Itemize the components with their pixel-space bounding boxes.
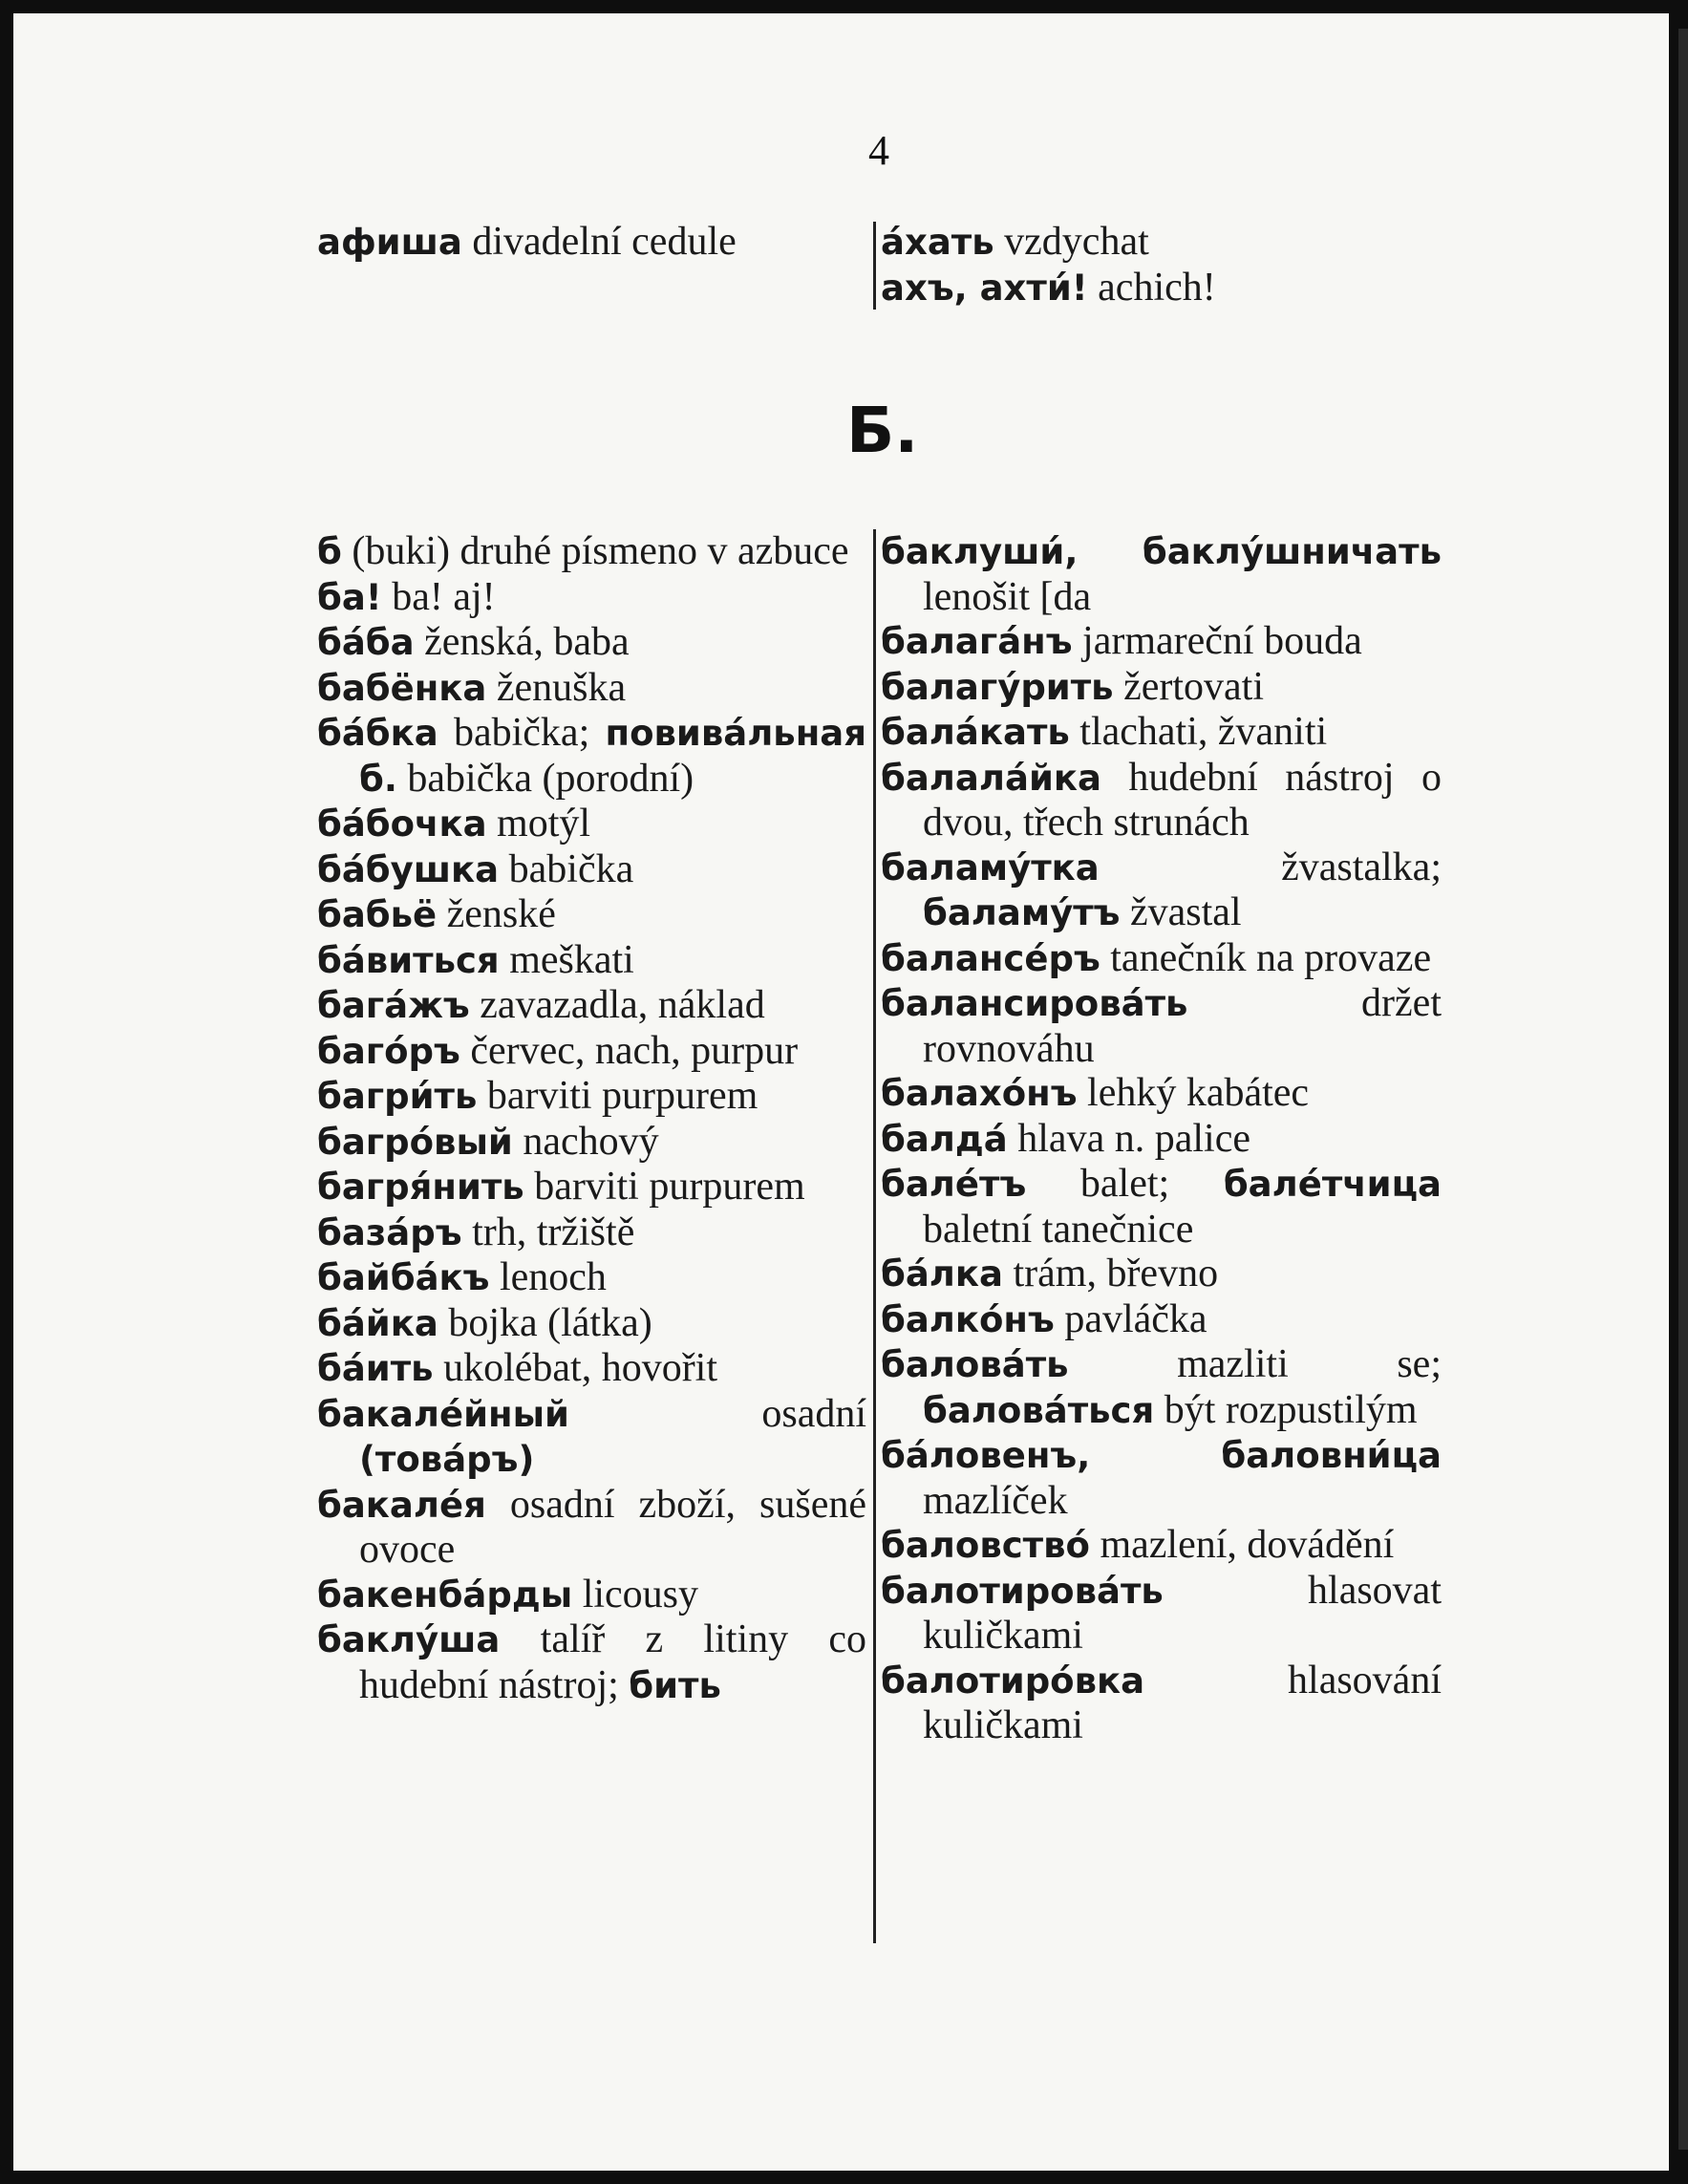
dictionary-entry <box>317 1255 866 1301</box>
entry-definition: osadní <box>568 1391 866 1436</box>
entry-definition: babička; <box>438 711 606 755</box>
entry-definition: ukolébat, hovořit <box>433 1346 718 1390</box>
entry-definition: lehký kabátec <box>1077 1071 1310 1115</box>
page-edge-shadow <box>1678 29 1688 2150</box>
entry-headword: багри́ть <box>317 1076 478 1117</box>
entry-definition: babička <box>499 846 634 891</box>
dictionary-entry <box>317 666 866 712</box>
entry-definition: nachový <box>512 1119 659 1164</box>
dictionary-page <box>13 13 1669 2171</box>
dictionary-entry <box>317 1573 866 1618</box>
dictionary-entry <box>881 1071 1442 1117</box>
entry-subheadword: баловáться <box>923 1389 1155 1431</box>
entry-headword: базáръ <box>317 1211 462 1253</box>
dictionary-entry <box>317 220 852 266</box>
dictionary-entry <box>881 665 1442 711</box>
entry-definition: tanečník na provaze <box>1100 935 1432 980</box>
entry-headword: баламýтка <box>881 846 1100 889</box>
entry-headword: бáбка <box>317 713 438 754</box>
entry-headword: балéтъ <box>881 1164 1027 1205</box>
dictionary-entry <box>881 266 1416 311</box>
entry-definition: hlava n. palice <box>1007 1116 1250 1161</box>
entry-subheadword: баламýтъ <box>923 892 1121 933</box>
dictionary-entry <box>317 711 866 802</box>
dictionary-entry <box>317 1346 866 1392</box>
entry-definition: tlachati, žvaniti <box>1069 710 1328 754</box>
dictionary-entry <box>881 1659 1442 1748</box>
entry-headword: балотирóвка <box>881 1659 1145 1702</box>
entry-headword: баловáть <box>881 1344 1069 1385</box>
entry-headword: бабёнка <box>317 667 487 709</box>
dictionary-entry <box>881 1433 1442 1523</box>
dictionary-entry <box>881 1523 1442 1569</box>
dictionary-entry <box>317 575 866 621</box>
entry-definition: mazlení, dovádění <box>1089 1523 1395 1567</box>
entry-headword: б <box>317 531 342 572</box>
dictionary-entry <box>881 756 1442 846</box>
dictionary-entry <box>881 1297 1442 1343</box>
entry-headword: бáловенъ, баловни́ца <box>881 1435 1442 1476</box>
dictionary-entry <box>881 1252 1442 1297</box>
entry-definition-continued: žvastal <box>1120 890 1242 934</box>
entry-headword: балагáнъ <box>881 621 1073 662</box>
entry-definition: ženské <box>437 892 556 936</box>
entry-headword: балотировáть <box>881 1570 1164 1612</box>
entry-headword: бакалéйный <box>317 1393 569 1435</box>
entry-headword: бáбушка <box>317 848 500 890</box>
dictionary-entry <box>317 1301 866 1347</box>
entry-headword: бáйка <box>317 1302 438 1344</box>
entry-definition: lenošit [da <box>923 574 1092 619</box>
entry-headword: ба! <box>317 576 382 618</box>
dictionary-entry <box>881 1569 1442 1659</box>
entry-headword: багря́нить <box>317 1167 524 1208</box>
dictionary-entry <box>317 620 866 666</box>
dictionary-entry <box>317 1617 866 1708</box>
entry-definition: vzdychat <box>994 220 1149 264</box>
entry-headword: афиша <box>317 222 462 263</box>
entry-headword: баклуши́, баклýшничать <box>881 531 1442 572</box>
entry-definition: hlasování kuličkami <box>923 1658 1442 1747</box>
entry-headword: бáить <box>317 1348 434 1389</box>
dictionary-entry <box>881 1162 1442 1252</box>
entry-headword: багáжъ <box>317 985 470 1026</box>
top-left-column <box>317 220 852 266</box>
dictionary-entry <box>317 847 866 893</box>
dictionary-entry <box>881 1117 1442 1163</box>
entry-definition: ženuška <box>486 665 627 710</box>
dictionary-entry <box>881 936 1442 982</box>
entry-headword: баклýша <box>317 1619 501 1660</box>
entry-definition: barviti purpurem <box>523 1165 805 1209</box>
entry-definition: ženská, baba <box>414 620 630 664</box>
entry-definition: žvastalka; <box>1099 845 1442 889</box>
dictionary-entry <box>881 710 1442 756</box>
entry-definition-continued: babička (porodní) <box>396 756 694 801</box>
entry-definition: zavazadla, náklad <box>469 983 765 1027</box>
entry-definition: meškati <box>499 937 634 982</box>
entry-headword: ахъ, ахти́! <box>881 267 1088 309</box>
entry-subheadword: балéтчица <box>1223 1164 1442 1205</box>
dictionary-entry <box>317 1120 866 1166</box>
entry-definition: trám, břevno <box>1002 1252 1219 1295</box>
entry-headword: бабьё <box>317 894 438 935</box>
dictionary-entry <box>881 529 1442 619</box>
entry-subheadword: повивáльная б. <box>359 713 866 800</box>
dictionary-entry <box>317 802 866 847</box>
entry-definition-continued: být rozpustilým <box>1154 1387 1418 1432</box>
page-number: 4 <box>868 127 889 174</box>
entry-subheadword: бить <box>629 1664 721 1706</box>
entry-definition: žertovati <box>1113 664 1264 709</box>
dictionary-entry <box>881 619 1442 665</box>
entry-headword: балахóнъ <box>881 1073 1078 1114</box>
entry-headword: балкóнъ <box>881 1298 1055 1340</box>
entry-definition-continued: baletní tanečnice <box>923 1207 1194 1252</box>
entry-definition: červec, nach, purpur <box>459 1028 799 1073</box>
dictionary-entry <box>881 1342 1442 1433</box>
entry-definition: divadelní cedule <box>461 220 737 264</box>
entry-definition: pavláčka <box>1054 1296 1207 1341</box>
entry-definition: achich! <box>1087 265 1216 310</box>
dictionary-entry <box>881 981 1442 1071</box>
entry-subheadword: (товáръ) <box>359 1439 535 1480</box>
dictionary-entry <box>317 983 866 1029</box>
dictionary-entry <box>317 938 866 984</box>
top-right-column <box>881 220 1416 310</box>
entry-definition: motýl <box>486 802 591 846</box>
right-column <box>881 529 1442 1748</box>
dictionary-entry <box>317 892 866 938</box>
entry-headword: бакалéя <box>317 1484 486 1526</box>
dictionary-entry <box>317 1165 866 1210</box>
entry-headword: áхать <box>881 222 994 263</box>
entry-headword: бáвиться <box>317 939 500 981</box>
entry-headword: балалáйка <box>881 757 1101 799</box>
entry-headword: балансéръ <box>881 937 1100 979</box>
section-heading: Б. <box>846 394 919 467</box>
entry-headword: балансировáть <box>881 983 1188 1024</box>
entry-definition: hudební nástroj o dvou, třech strunách <box>923 755 1442 845</box>
entry-definition: jarmareční bouda <box>1072 619 1362 663</box>
dictionary-entry <box>317 529 866 575</box>
dictionary-entry <box>317 1392 866 1483</box>
entry-definition: hlasovat kuličkami <box>923 1568 1442 1658</box>
entry-definition: bojka (látka) <box>438 1300 652 1345</box>
entry-definition: ba! aj! <box>381 574 496 619</box>
entry-definition: trh, tržiště <box>461 1210 635 1254</box>
entry-definition: držet rovnováhu <box>923 981 1442 1071</box>
entry-headword: бáба <box>317 622 415 663</box>
entry-definition: (buki) druhé písmeno v azbuce <box>341 529 849 573</box>
entry-definition: mazlíček <box>923 1478 1068 1523</box>
dictionary-entry <box>881 846 1442 936</box>
dictionary-entry <box>317 1483 866 1573</box>
left-column <box>317 529 866 1708</box>
dictionary-entry <box>317 1210 866 1256</box>
entry-headword: багрóвый <box>317 1121 513 1163</box>
entry-definition: balet; <box>1026 1162 1224 1206</box>
column-divider-top <box>873 222 876 310</box>
entry-headword: балдá <box>881 1118 1008 1160</box>
entry-headword: бакенбáрды <box>317 1574 573 1616</box>
entry-headword: багóръ <box>317 1030 460 1072</box>
entry-headword: балáкать <box>881 712 1070 753</box>
entry-headword: баловствó <box>881 1525 1090 1566</box>
entry-definition: mazliti se; <box>1068 1342 1442 1386</box>
entry-definition: talíř z litiny co hudební nástroj; <box>359 1617 866 1707</box>
entry-definition: osadní zboží, sušené ovoce <box>359 1482 866 1572</box>
dictionary-entry <box>881 220 1416 266</box>
entry-definition: barviti purpurem <box>477 1074 759 1118</box>
entry-definition: licousy <box>572 1572 699 1617</box>
dictionary-entry <box>317 1029 866 1075</box>
column-divider <box>873 529 876 1943</box>
entry-definition: lenoch <box>489 1255 607 1299</box>
dictionary-entry <box>317 1074 866 1120</box>
entry-headword: бáбочка <box>317 803 487 845</box>
entry-headword: балагýрить <box>881 666 1114 708</box>
entry-headword: бáлка <box>881 1253 1003 1295</box>
entry-headword: байбáкъ <box>317 1257 490 1298</box>
